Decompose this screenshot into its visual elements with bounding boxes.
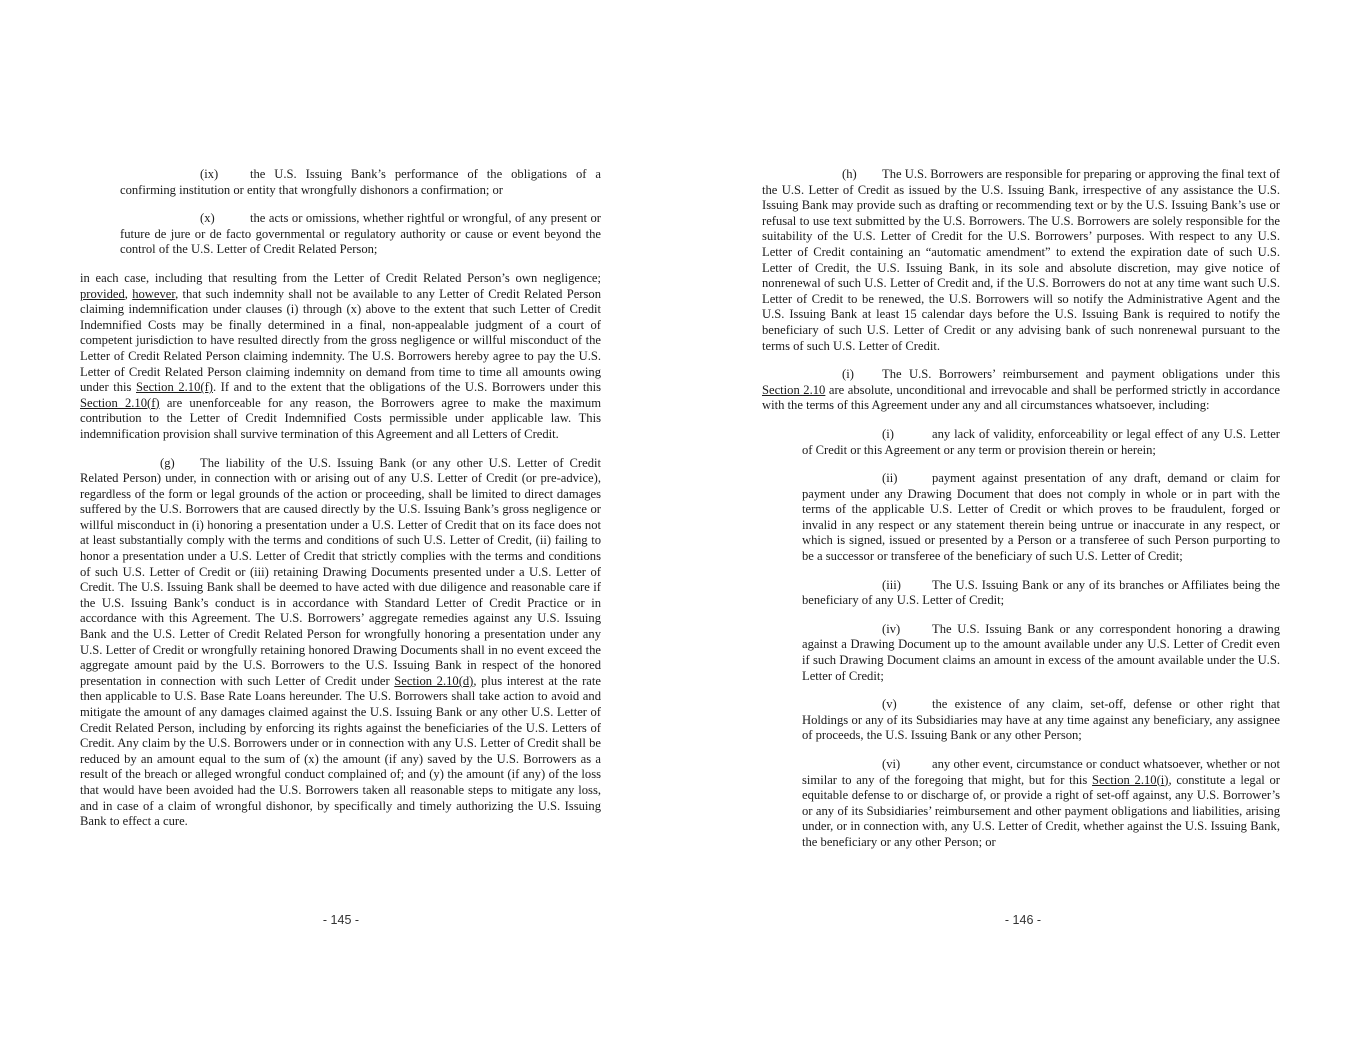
clause-iii: (iii) The U.S. Issuing Bank or any of its branches or Affiliates being the beneficiary of any U.S. Letter of Credit; — [802, 577, 1280, 608]
clause-x-text: the acts or omissions, whether rightful or wrongful, of any present or future de jure or de facto governmental or regulatory authority or cause or event beyond the control of the U.S. Letter of Credit Related Person; — [120, 211, 601, 257]
clause-iii-label: (iii) — [882, 577, 901, 592]
right-page-body — [762, 167, 1280, 851]
page-145 — [0, 0, 682, 1055]
section-ref-2-10-i: Section 2.10(i) — [1092, 772, 1169, 787]
clause-i: (i) any lack of validity, enforceability or legal effect of any U.S. Letter of Credit or this Agreement or any term or provision therein or herein; — [802, 426, 1280, 457]
clause-ii: (ii) payment against presentation of any draft, demand or claim for payment under any Drawing Document that does not comply in whole or in part with the terms of the applicable U.S. Letter of Credit or which proves to be fraudulent, forged or invalid in any respect or any statement therein being untrue or inaccurate in any respect, or which is signed, issued or presented by a Person or a transferee of such Person purporting to be a successor or transferee of the beneficiary of such U.S. Letter of Credit; — [802, 471, 1280, 564]
paragraph-i: (i) The U.S. Borrowers’ reimbursement and payment obligations under this Section 2.10 are absolute, unconditional and irrevocable and shall be performed strictly in accordance with the terms of this Agreement under any and all circumstances whatsoever, including: — [762, 367, 1281, 413]
clause-iv-label: (iv) — [882, 621, 901, 636]
clause-vi-label: (vi) — [882, 757, 901, 771]
paragraph-h: (h) The U.S. Borrowers are responsible for preparing or approving the final text of the U.S. Letter of Credit as issued by the U.S. Issuing Bank, irrespective of any assistance the U.S. Issuing Bank may provide such as drafting or recommending text or by the U.S. Issuing Bank’s use or refusal to use text submitted by the U.S. Borrowers. The U.S. Borrowers are solely responsible for the suitability of the U.S. Letter of Credit for the U.S. Borrowers’ purposes. With respect to any U.S. Letter of Credit containing an “automatic amendment” to extend the expiration date of such U.S. Letter of Credit, the U.S. Issuing Bank, in its sole and absolute discretion, may give notice of nonrenewal of such U.S. Letter of Credit and, if the U.S. Borrowers do not at any time want such U.S. Letter of Credit to be renewed, the U.S. Borrowers will so notify the Administrative Agent and the U.S. Issuing Bank at least 15 calendar days before the U.S. Issuing Bank is required to notify the beneficiary of such U.S. Letter of Credit or any advising bank of such nonrenewal pursuant to the terms of such U.S. Letter of Credit. — [762, 167, 1280, 353]
clause-v: (v) the existence of any claim, set-off, defense or other right that Holdings or any of its Subsidiaries may have at any time against any beneficiary, any assignee of proceeds, the U.S. Issuing Bank or any other Person; — [802, 697, 1280, 743]
section-ref-2-10-f: Section 2.10(f) — [136, 380, 213, 395]
page-146 — [682, 0, 1365, 1055]
page-number-left: - 145 - — [322, 913, 360, 927]
left-page-body — [80, 167, 601, 830]
provided-term: provided — [80, 286, 125, 301]
clause-vi: (vi) any other event, circumstance or conduct whatsoever, whether or not similar to any of the foregoing that might, but for this Section 2.10(i), constitute a legal or equitable defense to or discharge of, or provide a right of set-off against, any U.S. Borrower’s or any of its Subsidiaries’ reimbursement and other payment obligations and liabilities, arising under, or in connection with, any U.S. Letter of Credit, whether against the U.S. Issuing Bank, the beneficiary or any other Person; or — [802, 757, 1280, 849]
clause-ii-label: (ii) — [882, 471, 898, 486]
section-ref-2-10-d: Section 2.10(d) — [394, 673, 474, 688]
paragraph-i-label: (i) — [842, 367, 854, 382]
clause-iv: (iv) The U.S. Issuing Bank or any correspondent honoring a drawing against a Drawing Document up to the amount available under any U.S. Letter of Credit even if such Drawing Document claims an amount in excess of the amount available under the U.S. Letter of Credit; — [802, 621, 1280, 683]
however-term: however — [132, 286, 176, 301]
section-ref-2-10-f-second: Section 2.10(f) — [80, 395, 160, 410]
clause-i-label: (i) — [882, 426, 894, 441]
indemnity-closing-paragraph: in each case, including that resulting from the Letter of Credit Related Person’s own negligence; provided, however, that such indemnity shall not be available to any Letter of Credit Related Person claiming indemnification under clauses (i) through (x) above to the extent that such Letter of Credit Indemnified Costs may be finally determined in a final, non-appealable judgment of a court of competent jurisdiction to have resulted directly from the gross negligence or willful misconduct of the Letter of Credit Related Person claiming indemnity. The U.S. Borrowers hereby agree to pay the U.S. Letter of Credit Related Person claiming indemnity on demand from time to time all amounts owing under this Section 2.10(f). If and to the extent that the obligations of the U.S. Borrowers under this Section 2.10(f) are unenforceable for any reason, the Borrowers agree to make the maximum contribution to the Letter of Credit Indemnified Costs permissible under applicable law. This indemnification provision shall survive termination of this Agreement and all Letters of Credit. — [80, 270, 602, 441]
page-number-right: - 146 - — [1004, 913, 1042, 927]
section-ref-2-10: Section 2.10 — [762, 382, 826, 397]
clause-x — [120, 211, 601, 258]
paragraph-g-label: (g) — [160, 455, 175, 470]
paragraph-g: (g) The liability of the U.S. Issuing Bank (or any other U.S. Letter of Credit Related Person) under, in connection with or arising out of any U.S. Letter of Credit (or pre-advice), regardless of the form or legal grounds of the action or proceeding, shall be limited to direct damages suffered by the U.S. Borrowers that are caused directly by the U.S. Issuing Bank’s gross negligence or willful misconduct in (i) honoring a presentation under a U.S. Letter of Credit that on its face does not at least substantially comply with the terms and conditions of such U.S. Letter of Credit, (ii) failing to honor a presentation under a U.S. Letter of Credit that strictly complies with the terms and conditions of such U.S. Letter of Credit or (iii) retaining Drawing Documents presented under a U.S. Letter of Credit. The U.S. Issuing Bank shall be deemed to have acted with due diligence and reasonable care if the U.S. Issuing Bank’s conduct is in accordance with Standard Letter of Credit Practice or in accordance with this Agreement. The U.S. Borrowers’ aggregate remedies against any U.S. Issuing Bank and the U.S. Letter of Credit Related Person for wrongfully honoring a presentation under any U.S. Letter of Credit or wrongfully retaining honored Drawing Documents shall in no event exceed the aggregate amount paid by the U.S. Borrowers to the U.S. Issuing Bank in respect of the honored presentation in connection with such Letter of Credit under Section 2.10(d), plus interest at the rate then applicable to U.S. Base Rate Loans hereunder. The U.S. Borrowers shall take action to avoid and mitigate the amount of any damages claimed against the U.S. Issuing Bank or any other U.S. Letter of Credit Related Person, including by enforcing its rights against the beneficiaries of the U.S. Letters of Credit. Any claim by the U.S. Borrowers under or in connection with any U.S. Letter of Credit shall be reduced by an amount equal to the sum of (x) the amount (if any) saved by the U.S. Borrowers as a result of the breach or alleged wrongful conduct complained of; and (y) the amount (if any) of the loss that would have been avoided had the U.S. Borrowers taken all reasonable steps to mitigate any loss, and in case of a claim of wrongful dishonor, by specifically and timely authorizing the U.S. Issuing Bank to effect a cure. — [80, 455, 601, 829]
clause-ix-text: the U.S. Issuing Bank’s performance of the obligations of a confirming institution or entity that wrongfully dishonors a confirmation; or — [120, 167, 601, 197]
clause-x-label: (x) — [200, 211, 215, 226]
paragraph-h-label: (h) — [842, 167, 857, 181]
clause-ix — [120, 167, 601, 198]
clause-v-label: (v) — [882, 697, 897, 712]
clause-ix-label: (ix) — [200, 167, 219, 181]
